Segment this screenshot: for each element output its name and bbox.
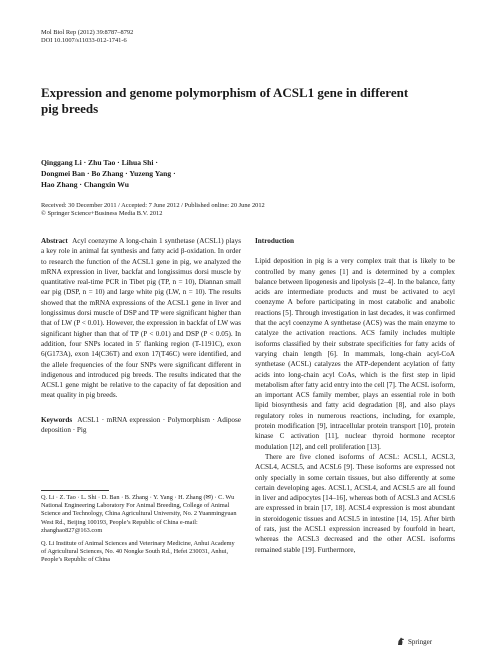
keywords-text: ACSL1 · mRNA expression · Polymorphism · Adipose deposition · Pig <box>41 415 241 435</box>
history-dates: Received: 30 December 2011 / Accepted: 7 June 2012 / Published online: 20 June 2012 <box>41 202 265 209</box>
publication-dates <box>41 202 461 219</box>
copyright: © Springer Science+Business Media B.V. 2012 <box>41 210 163 218</box>
journal-citation: Mol Biol Rep (2012) 39:8787–8792 <box>41 29 134 36</box>
publisher-name: Springer <box>408 637 433 646</box>
affiliations <box>41 494 241 570</box>
abstract-text: Acyl coenzyme A long-chain 1 synthetase (ACSL1) plays a key role in animal fat synthesis and fatty acid β-oxidation. In order to research the function of the ACSL1 gene in pig, we analyzed the mRNA expression in liver, backfat and longissimus dorsi muscle by quantitative real-time PCR in Tibet pig (TP, n = 10), Diannan small ear pig (DSP, n = 10) and large white pig (LW, n = 10). The results showed that the mRNA expressions of the ACSL1 gene in liver and longissimus dorsi muscle of DSP and TP were significant higher than that of LW (P < 0.01). However, the expression in backfat of LW was significant higher than that of TP (P < 0.01) and DSP (P < 0.05). In addition, four SNPs located in 5′ flanking region (T-1191C), exon 6(G173A), exon 14(C36T) and exon 17(T46C) were identified, and the allele frequencies of the four SNPs were significant different in indigenous and introduced pig breeds. The results indicated that the ACSL1 gene might be relative to the capacity of fat deposition and meat quality in pig breeds. <box>41 237 241 400</box>
title-line-2: pig breeds <box>41 101 99 116</box>
authors-line-2: Dongmei Ban · Bo Zhang · Yuzeng Yang · <box>41 169 176 179</box>
introduction-heading: Introduction <box>255 237 295 245</box>
title-line-1: Expression and genome polymorphism of ACSL1 gene in different <box>41 85 409 100</box>
left-column <box>41 236 241 435</box>
keywords <box>41 415 241 436</box>
springer-horse-icon <box>397 637 405 646</box>
affiliation-primary: Q. Li · Z. Tao · L. Shi · D. Ban · B. Zhang · Y. Yang · H. Zhang (✉) · C. Wu National Engineering Laboratory For Animal Breeding, College of Animal Science and Technology, China Agricultural University, No. 2 Yuanmingyuan West Rd., Beijing 100193, People’s Republic of China e-mail: zhanghao827@163.com <box>41 494 237 534</box>
abstract <box>41 236 241 401</box>
abstract-label: Abstract <box>41 237 68 245</box>
authors-line-3: Hao Zhang · Changxin Wu <box>41 180 129 190</box>
keywords-label: Keywords <box>41 415 73 424</box>
introduction-paragraph-2: There are five cloned isoforms of ACSL: ACSL1, ACSL3, ACSL4, ACSL5, and ACSL6 [9]. These isoforms are expressed not only specially in some certain tissues, but also differently at some certain developing ages. ACSL1, ACSL4, and ACSL5 are all found in liver and adipocytes [14–16], whereas both of ACSL3 and ACSL6 are expressed in brain [17, 18]. ACSL4 expression is most abundant in steroidogenic tissues and ACSL5 in intestine [14, 15]. After birth of rats, just the ACSL1 expression increased by fourfold in heart, whereas the ACSL3 decreased and the other ACSL isoforms remained stable [19]. Furthermore, <box>255 452 455 554</box>
introduction-paragraph-1: Lipid deposition in pig is a very complex trait that is likely to be controlled by many genes [1] and is determined by a complex balance between lipogenesis and lipolysis [2–4]. In the balance, fatty acids are intermediate products and must be activated to acyl coenzyme A before participating in most catabolic and anabolic reactions [5]. Through investigation in last decades, it was confirmed that the acyl coenzyme A synthetase (ACS) was the main enzyme to catalyze the activation reactions. ACS family includes multiple isoforms classified by their substrate specificities for fatty acids of varying chain length [6]. In mammals, long-chain acyl-CoA synthetase (ACSL) catalyzes the ATP-dependent acylation of fatty acids into long-chain acyl CoAs, which is the first step in lipid metabolism after fatty acid entry into the cell [7]. The ACSL isoform, an important ACS family member, plays an essential role in both lipid biosynthesis and fatty acid degradation [8], and also plays regulatory roles in numerous reactions, including, for example, protein modification [9], intracellular protein transport [10], protein kinase C activation [11], nuclear thyroid hormone receptor modulation [12], and cell proliferation [13]. <box>255 257 455 451</box>
article-title <box>41 85 441 117</box>
doi: DOI 10.1007/s11033-012-1741-6 <box>41 37 127 44</box>
author-list <box>41 157 301 191</box>
publisher-footer <box>397 637 432 646</box>
right-column <box>255 236 455 555</box>
footnote-divider <box>41 490 109 491</box>
affiliation-secondary: Q. Li Institute of Animal Sciences and Veterinary Medicine, Anhui Academy of Agricultural Sciences, No. 40 Nongke South Rd., Hefei 230031, Anhui, People’s Republic of China <box>41 540 235 564</box>
authors-line-1: Qinggang Li · Zhu Tao · Lihua Shi · <box>41 158 158 167</box>
